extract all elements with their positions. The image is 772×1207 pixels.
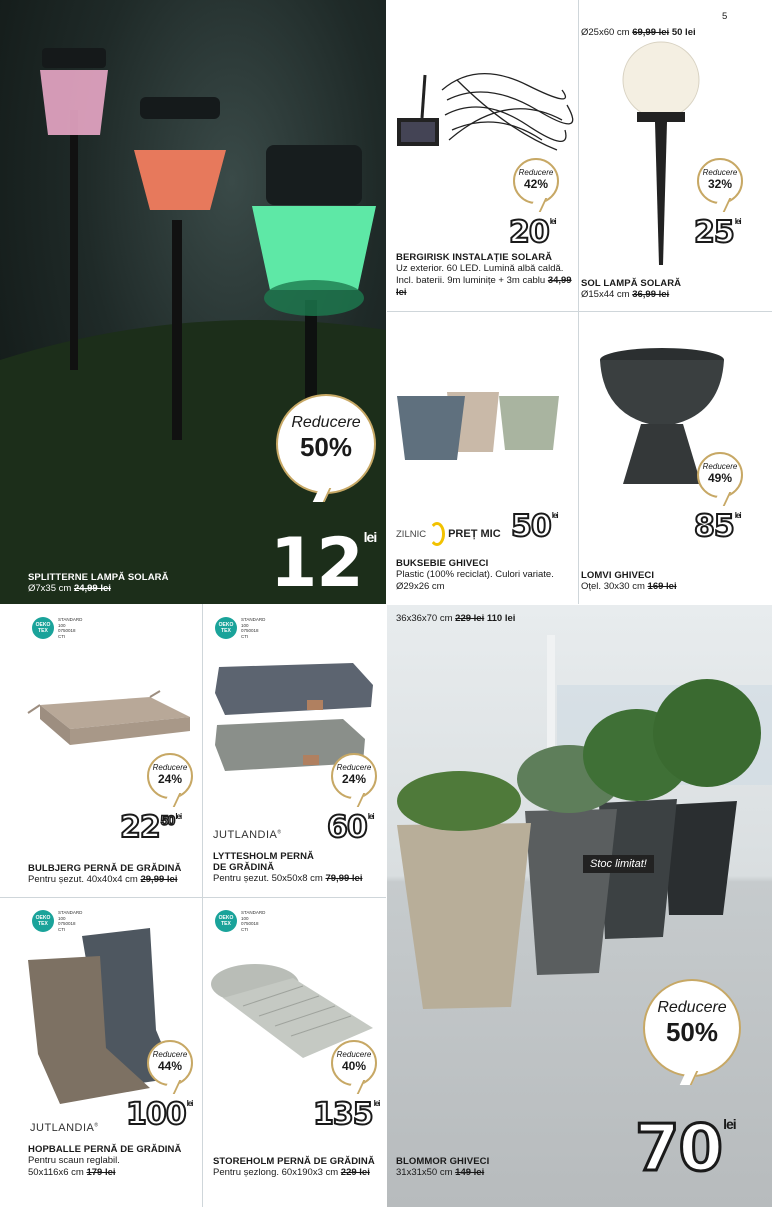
price: $20^{lei}$ [509, 215, 556, 250]
product-desc: Pentru șezlong. 60x190x3 cm 229 lei [213, 1167, 370, 1178]
price: $60^{lei}$ [327, 810, 374, 845]
price: $12^{lei}$ [270, 524, 377, 603]
sol-panel [579, 0, 772, 311]
discount-bubble: Reducere 40% [331, 1040, 377, 1086]
product-title: BERGIRISK INSTALAȚIE SOLARĂ [396, 252, 553, 263]
zilnic-pret-mic-logo: ZILNIC PREȚ MIC [396, 522, 501, 546]
discount-bubble: Reducere 42% [513, 158, 559, 204]
flowerpots-illustration [387, 312, 578, 482]
cushions-illustration [203, 605, 386, 775]
rattan-planters-illustration [387, 605, 772, 1025]
variant-price: 36x36x70 cm 229 lei 110 lei [396, 613, 516, 624]
product-size: Ø29x26 cm [396, 581, 445, 592]
price: $70^{lei}$ [635, 1112, 736, 1186]
splitterne-panel [0, 0, 386, 604]
discount-bubble: Reducere 44% [147, 1040, 193, 1086]
variant-price: Ø25x60 cm 69,99 lei 50 lei [581, 27, 696, 38]
price: $85^{lei}$ [694, 509, 741, 544]
planter-illustration [579, 312, 772, 492]
discount-bubble: Reducere 32% [697, 158, 743, 204]
product-title: SPLITTERNE LAMPĂ SOLARĂ [28, 572, 169, 583]
page-number: 5 [722, 11, 728, 22]
limited-stock-badge: Stoc limitat! [583, 855, 654, 873]
seat-cushion-illustration [0, 605, 202, 765]
oeko-tex-badge: OEKO TEX STANDARD 100 0750018 CTI [32, 910, 82, 932]
oeko-tex-badge: OEKO TEX STANDARD 100 0750018 CTI [32, 617, 82, 639]
product-desc: Ø15x44 cm 36,99 lei [581, 289, 670, 300]
price: $100^{lei}$ [126, 1097, 193, 1132]
product-desc: Pentru șezut. 50x50x8 cm 79,99 lei [213, 873, 363, 884]
storeholm-panel [203, 898, 386, 1207]
product-size: 50x116x6 cm 179 lei [28, 1167, 116, 1178]
product-desc: Oțel. 30x30 cm 169 lei [581, 581, 677, 592]
product-title: HOPBALLE PERNĂ DE GRĂDINĂ [28, 1144, 182, 1155]
price: $22^{50lei}$ [120, 810, 182, 845]
price: $50^{lei}$ [511, 509, 558, 544]
discount-bubble: Reducere 24% [147, 753, 193, 799]
discount-bubble: Reducere 24% [331, 753, 377, 799]
product-desc: Plastic (100% reciclat). Culori variate. [396, 569, 554, 580]
bulbjerg-panel [0, 605, 202, 897]
product-title: BUKSEBIE GHIVECI [396, 558, 489, 569]
price: $25^{lei}$ [694, 215, 741, 250]
product-title: LOMVI GHIVECI [581, 570, 655, 581]
product-desc: Pentru șezut. 40x40x4 cm 29,99 lei [28, 874, 178, 885]
oeko-tex-badge: OEKO TEX STANDARD 100 0750018 CTI [215, 910, 265, 932]
product-desc: Ø7x35 cm 24,99 lei [28, 583, 111, 594]
price: $135^{lei}$ [313, 1097, 380, 1132]
discount-bubble: Reducere 50% [276, 394, 376, 494]
discount-bubble: Reducere 50% [643, 979, 741, 1077]
blommor-panel [387, 605, 772, 1207]
product-desc: Uz exterior. 60 LED. Lumină albă caldă. Incl. baterii. 9m luminițe + 3m cablu 34,99 lei [396, 263, 572, 298]
buksebie-panel [387, 312, 578, 604]
product-title: BLOMMOR GHIVECI [396, 1156, 490, 1167]
lomvi-panel [579, 312, 772, 604]
discount-bubble: Reducere 49% [697, 452, 743, 498]
product-desc: Pentru scaun reglabil. [28, 1155, 120, 1166]
product-title-line2: DE GRĂDINĂ [213, 862, 275, 873]
product-desc: 31x31x50 cm 149 lei [396, 1167, 485, 1178]
solar-lamps-illustration [0, 0, 386, 604]
bergirisk-panel [387, 0, 578, 311]
product-title: SOL LAMPĂ SOLARĂ [581, 278, 682, 289]
light-string-illustration [387, 0, 578, 160]
jutlandia-logo: JUTLANDIA® [30, 1122, 99, 1134]
oeko-tex-badge: OEKO TEX STANDARD 100 0750018 CTI [215, 617, 265, 639]
jutlandia-logo: JUTLANDIA® [213, 829, 282, 841]
product-title: STOREHOLM PERNĂ DE GRĂDINĂ [213, 1156, 375, 1167]
lyttesholm-panel [203, 605, 386, 897]
hopballe-panel [0, 898, 202, 1207]
globe-lamp-illustration [579, 0, 772, 280]
product-title: BULBJERG PERNĂ DE GRĂDINĂ [28, 863, 182, 874]
product-title: LYTTESHOLM PERNĂ [213, 851, 315, 862]
